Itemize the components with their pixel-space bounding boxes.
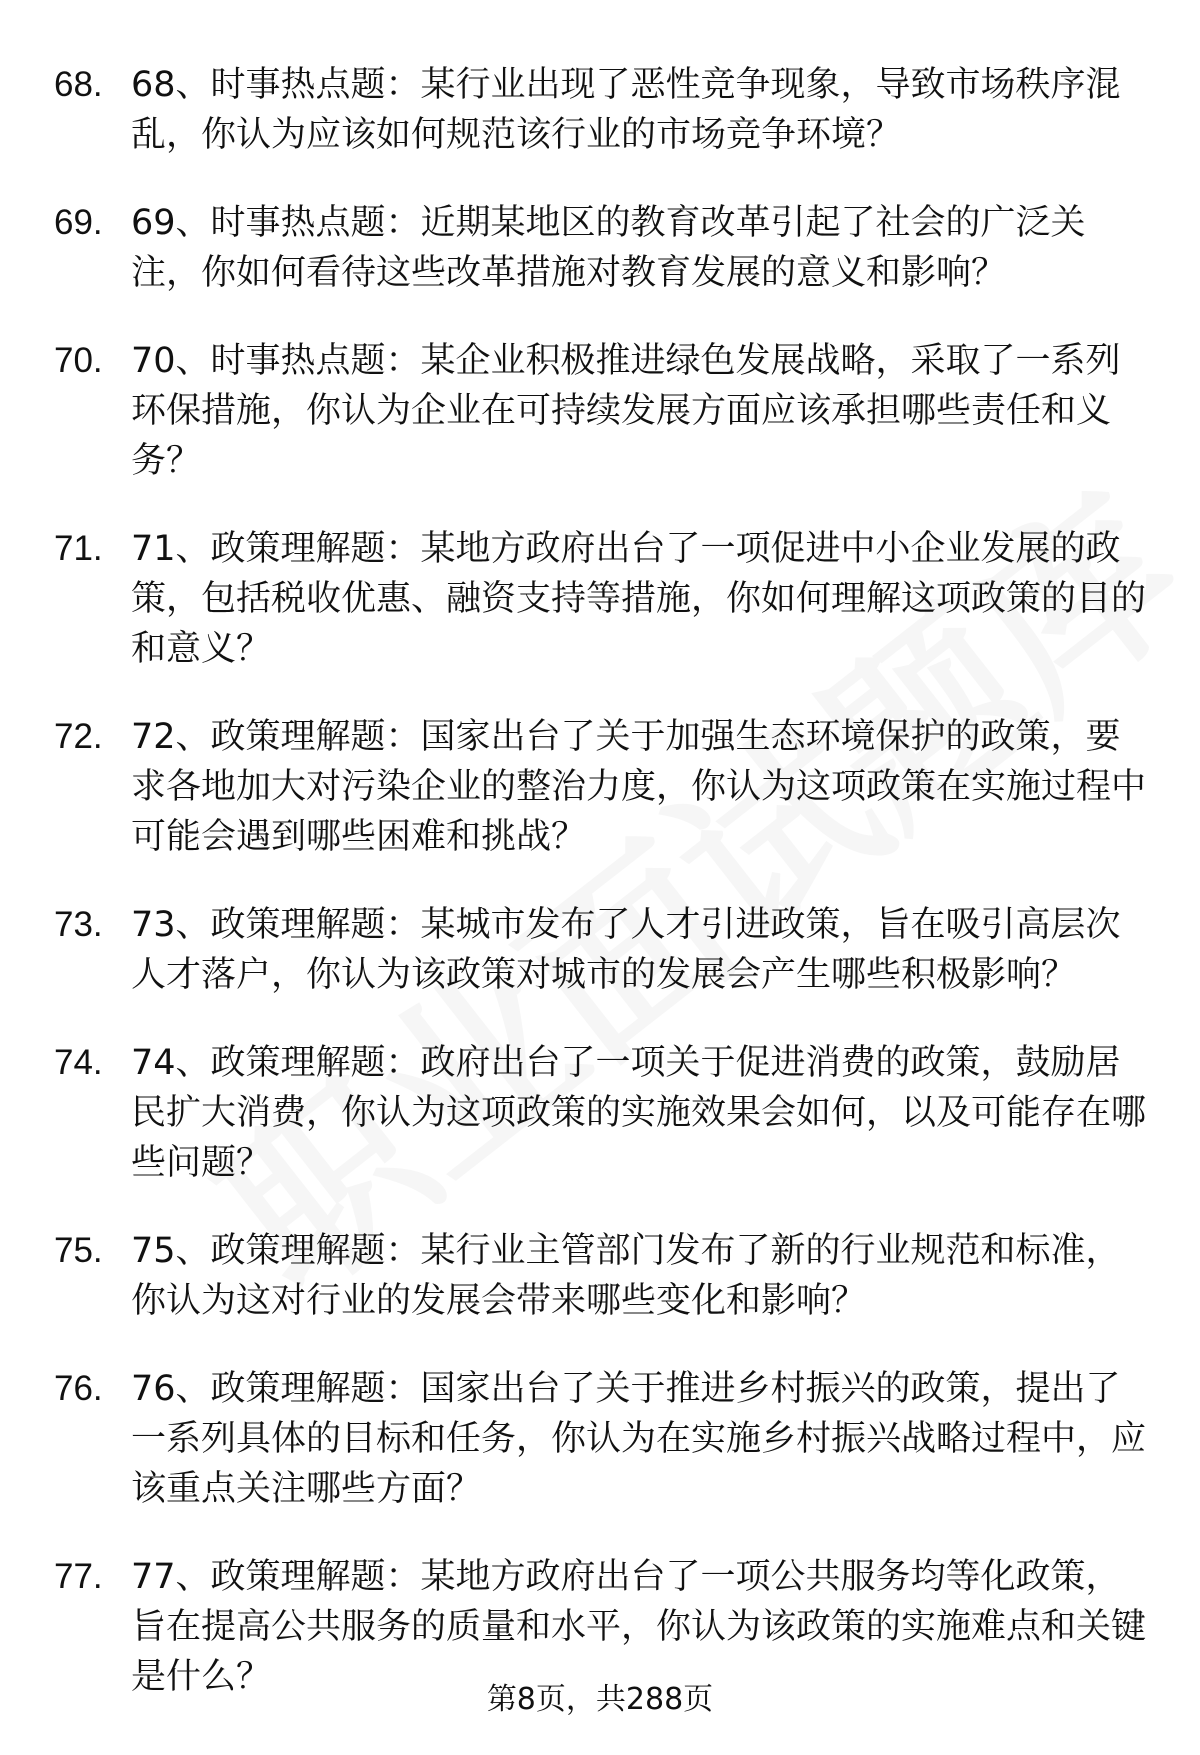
question-number: 75. <box>54 1231 103 1270</box>
question-text: 71、政策理解题：某地方政府出台了一项促进中小企业发展的政策，包括税收优惠、融资支持等措施，你如何理解这项政策的目的和意义？ <box>131 529 1147 669</box>
question-item <box>0 336 1200 486</box>
page-footer <box>0 1680 1200 1720</box>
question-number: 70. <box>54 341 103 380</box>
question-item <box>0 900 1200 1000</box>
question-number: 71. <box>54 529 103 568</box>
question-text: 73、政策理解题：某城市发布了人才引进政策，旨在吸引高层次人才落户，你认为该政策对城市的发展会产生哪些积极影响？ <box>131 905 1121 995</box>
page-indicator: 第8页，共288页 <box>486 1682 714 1717</box>
question-number: 73. <box>54 905 103 944</box>
question-number: 68. <box>54 65 103 104</box>
question-text: 77、政策理解题：某地方政府出台了一项公共服务均等化政策，旨在提高公共服务的质量和水平，你认为该政策的实施难点和关键是什么？ <box>131 1557 1147 1697</box>
question-item <box>0 60 1200 160</box>
question-text: 69、时事热点题：近期某地区的教育改革引起了社会的广泛关注，你如何看待这些改革措施对教育发展的意义和影响？ <box>131 203 1086 293</box>
question-text: 76、政策理解题：国家出台了关于推进乡村振兴的政策，提出了一系列具体的目标和任务，你认为在实施乡村振兴战略过程中，应该重点关注哪些方面？ <box>131 1369 1147 1509</box>
question-item <box>0 524 1200 674</box>
question-text: 75、政策理解题：某行业主管部门发布了新的行业规范和标准，你认为这对行业的发展会带来哪些变化和影响？ <box>131 1231 1121 1321</box>
question-item <box>0 1364 1200 1514</box>
question-number: 72. <box>54 717 103 756</box>
question-number: 77. <box>54 1557 103 1596</box>
question-text: 70、时事热点题：某企业积极推进绿色发展战略，采取了一系列环保措施，你认为企业在可持续发展方面应该承担哪些责任和义务？ <box>131 341 1121 481</box>
question-text: 74、政策理解题：政府出台了一项关于促进消费的政策，鼓励居民扩大消费，你认为这项政策的实施效果会如何，以及可能存在哪些问题？ <box>131 1043 1147 1183</box>
question-text: 68、时事热点题：某行业出现了恶性竞争现象，导致市场秩序混乱，你认为应该如何规范该行业的市场竞争环境？ <box>131 65 1121 155</box>
question-item <box>0 712 1200 862</box>
question-number: 76. <box>54 1369 103 1408</box>
question-number: 69. <box>54 203 103 242</box>
question-text: 72、政策理解题：国家出台了关于加强生态环境保护的政策，要求各地加大对污染企业的整治力度，你认为这项政策在实施过程中可能会遇到哪些困难和挑战？ <box>131 717 1147 857</box>
question-number: 74. <box>54 1043 103 1082</box>
question-item <box>0 1226 1200 1326</box>
question-list <box>0 60 1200 1740</box>
question-item <box>0 198 1200 298</box>
question-item <box>0 1038 1200 1188</box>
